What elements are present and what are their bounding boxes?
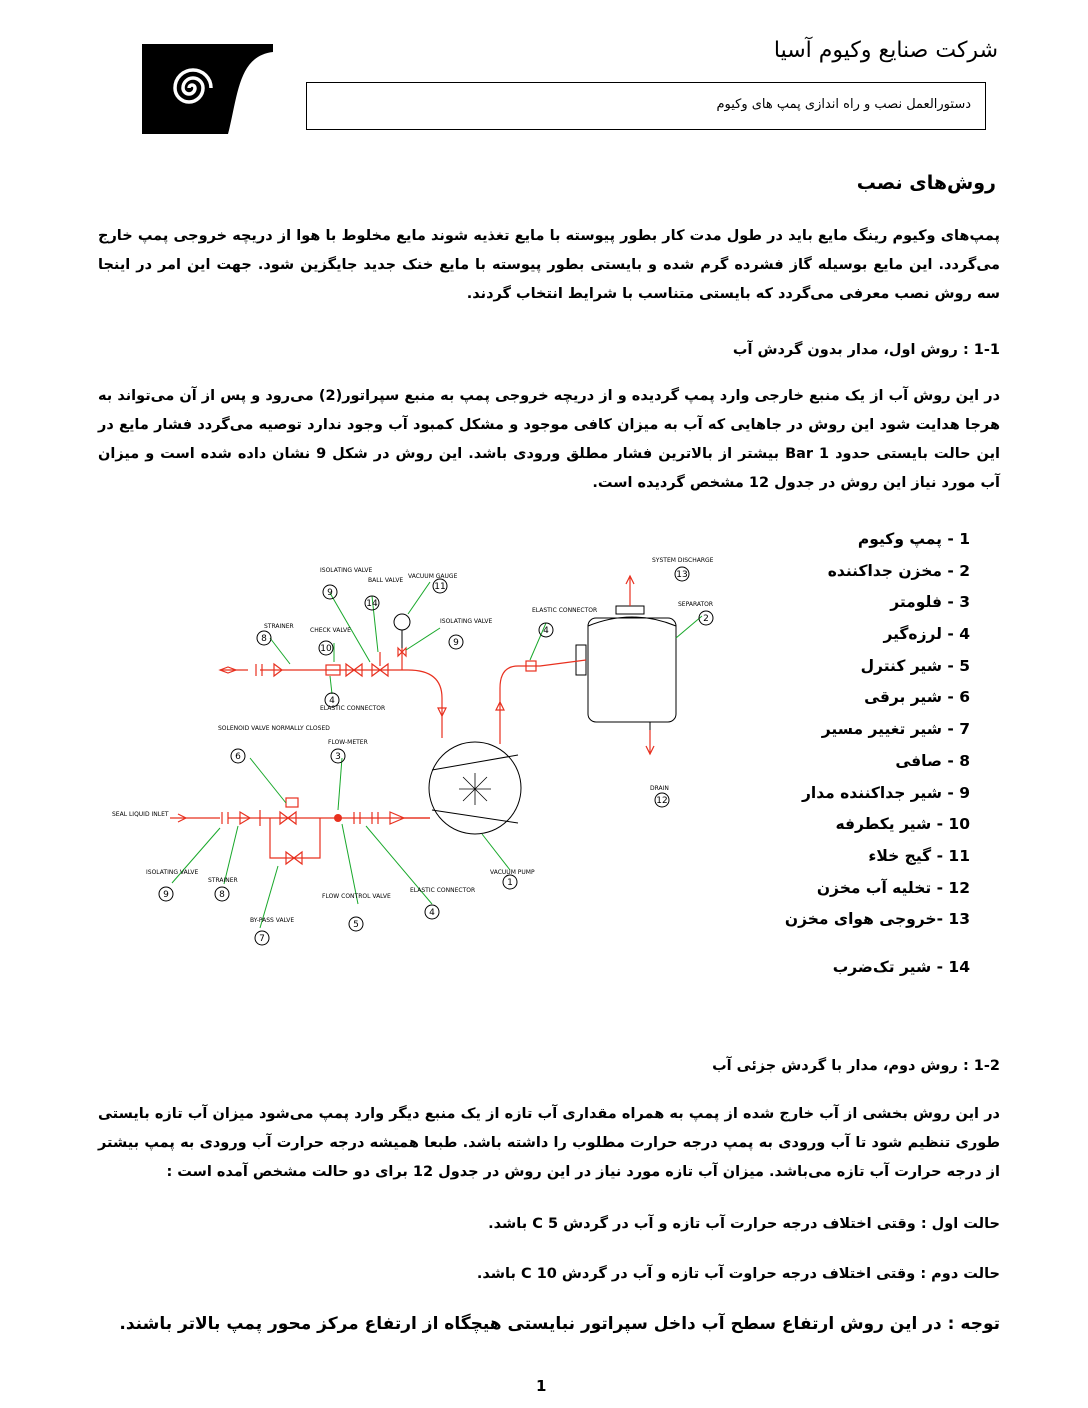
method1-heading: 1-1 : روش اول، مدار بدون گردش آب xyxy=(732,342,1000,358)
legend-item: 2 - مخزن جداکننده xyxy=(827,561,970,580)
legend-item: 11 - گیج خلاء xyxy=(868,846,970,865)
callout-number: 6 xyxy=(235,752,241,762)
legend-item: 3 - فلومتر xyxy=(890,593,970,612)
label-strainer: STRAINER xyxy=(264,623,294,630)
legend-item: 6 - شیر برقی xyxy=(864,688,970,707)
method2-heading: 1-2 : روش دوم، مدار با گردش جزئی آب xyxy=(712,1058,1000,1074)
label-flow-control-valve: FLOW CONTROL VALVE xyxy=(322,893,391,900)
callout-number: 4 xyxy=(329,696,335,706)
label-check-valve: CHECK VALVE xyxy=(310,627,351,634)
label-drain: DRAIN xyxy=(650,785,669,792)
label-ball-valve: BALL VALVE xyxy=(368,577,404,584)
legend-item: 9 - شیر جداکننده مدار xyxy=(801,783,970,802)
label-elastic-connector: ELASTIC CONNECTOR xyxy=(320,705,386,712)
intro-paragraph: پمپ‌های وکیوم رینگ مایع باید در طول مدت کار بطور پیوسته با مایع تغذیه شوند مایع مخلوط با هوا از دریچه خروجی پمپ خارج می‌گردد. این مایع بوسیله گاز فشرده گرم شده و بایستی بطور پیوسته با مایع خنک جدید جایگزین شود. جهت این امر در اینجا سه روش نصب معرفی می‌گردد که بایستی متناسب با شرایط انتخاب گردند. xyxy=(98,228,1000,302)
callout-number: 9 xyxy=(163,890,169,900)
callout-number: 4 xyxy=(429,908,435,918)
vacuum-pump-symbol xyxy=(429,742,521,834)
note-text: توجه : در این روش ارتفاع سطح آب داخل سپراتور نبایستی هیچگاه از ارتفاع مرکز محور پمپ بالاتر باشند. xyxy=(119,1314,1000,1334)
callout-number: 7 xyxy=(259,934,265,944)
legend-item: 7 - شیر تغییر مسیر xyxy=(821,720,970,739)
separator-tank-symbol xyxy=(576,606,676,730)
callout-number: 5 xyxy=(353,920,359,930)
callout-number: 8 xyxy=(261,634,267,644)
callout-number: 8 xyxy=(219,890,225,900)
method1-paragraph: در این روش آب از یک منبع خارجی وارد پمپ گردیده و از دریچه خروجی پمپ به منبع سپراتور(2) می‌رود و پس از آن می‌تواند به هرجا هدایت شود این روش در جاهایی که آب به میزان کافی موجود و مشکل کمبود آب وجود ندارد توصیه می‌گردد فشار مایع در این حالت بایستی حدود 1 Bar بیشتر از بالاترین فشار مطلق ورودی باشد. این روش در شکل 9 نشان داده شده است و میزان آب مورد نیاز این روش در جدول 12 مشخص گردیده است. xyxy=(98,388,1001,491)
label-bypass-valve: BY-PASS VALVE xyxy=(250,917,295,924)
legend-item: 1 - پمپ وکیوم xyxy=(857,530,970,548)
label-elastic-connector-2: ELASTIC CONNECTOR xyxy=(532,607,598,614)
label-seal-liquid-inlet: SEAL LIQUID INLET xyxy=(112,811,169,818)
company-name: شرکت صنایع وکیوم آسیا xyxy=(773,38,998,63)
label-solenoid-valve: SOLENOID VALVE NORMALLY CLOSED xyxy=(218,725,330,732)
callout-number: 4 xyxy=(543,626,549,636)
callout-number: 11 xyxy=(434,582,446,592)
method2-case2: حالت دوم : وقتی اختلاف درجه حراوت آب تازه و آب در گردش 10 C باشد. xyxy=(476,1266,1000,1282)
piping-diagram xyxy=(110,548,770,958)
callout-number: 14 xyxy=(366,599,378,609)
callout-number: 13 xyxy=(676,570,688,580)
legend-item: 5 - شیر کنترل xyxy=(860,656,970,675)
legend-item: 13 -خروجی هوای مخزن xyxy=(784,910,970,929)
legend-item: 10 - شیر یکطرفه xyxy=(835,815,970,834)
label-elastic-connector-3: ELASTIC CONNECTOR xyxy=(410,887,476,894)
label-vacuum-pump: VACUUM PUMP xyxy=(490,869,535,876)
callout-number: 9 xyxy=(327,588,333,598)
label-isolating-valve-3: ISOLATING VALVE xyxy=(146,869,199,876)
callout-number: 9 xyxy=(453,638,459,648)
page-number: 1 xyxy=(536,1377,547,1395)
label-strainer-2: STRAINER xyxy=(208,877,238,884)
method2-paragraph: در این روش بخشی از آب خارج شده از پمپ به همراه مقداری آب تازه از یک منبع دیگر وارد پمپ می‌شود میزان آب تازه بایستی طوری تنظیم شود تا آب ورودی به پمپ درجه حرارت مطلوب را داشته باشد. طبعا همیشه درجه حرارت آب ورودی به پمپ بیشتر از درجه حرارت آب تازه می‌باشد. میزان آب تازه مورد نیاز در این روش در جدول 12 برای دو حالت مشخص آمده است : xyxy=(98,1106,1000,1180)
callout-number: 10 xyxy=(320,644,332,654)
label-isolating-valve: ISOLATING VALVE xyxy=(320,567,373,574)
label-separator: SEPARATOR xyxy=(678,601,714,608)
callout-number: 1 xyxy=(507,878,513,888)
label-system-discharge: SYSTEM DISCHARGE xyxy=(652,557,714,564)
legend-item: 14 - شیر تک‌ضرب xyxy=(832,957,970,976)
label-vacuum-gauge: VACUUM GAUGE xyxy=(408,573,458,580)
document-subtitle-box xyxy=(306,82,986,130)
document-subtitle: دستورالعمل نصب و راه اندازی پمپ های وکیوم xyxy=(716,97,971,112)
callout-number: 3 xyxy=(335,752,341,762)
legend-item: 4 - لرزه‌گیر xyxy=(883,625,970,644)
section-title: روش‌های نصب xyxy=(856,172,996,194)
method2-case1: حالت اول : وقتی اختلاف درجه حرارت آب تازه و آب در گردش 5 C باشد. xyxy=(488,1216,1000,1232)
callout-number: 2 xyxy=(703,614,709,624)
legend-item: 8 - صافی xyxy=(895,751,970,770)
label-flow-meter: FLOW-METER xyxy=(328,739,368,746)
spiral-logo-icon xyxy=(142,44,273,134)
callout-number: 12 xyxy=(656,796,668,806)
legend-item: 12 - تخلیه آب مخزن xyxy=(816,878,970,897)
label-isolating-valve-2: ISOLATING VALVE xyxy=(440,618,493,625)
